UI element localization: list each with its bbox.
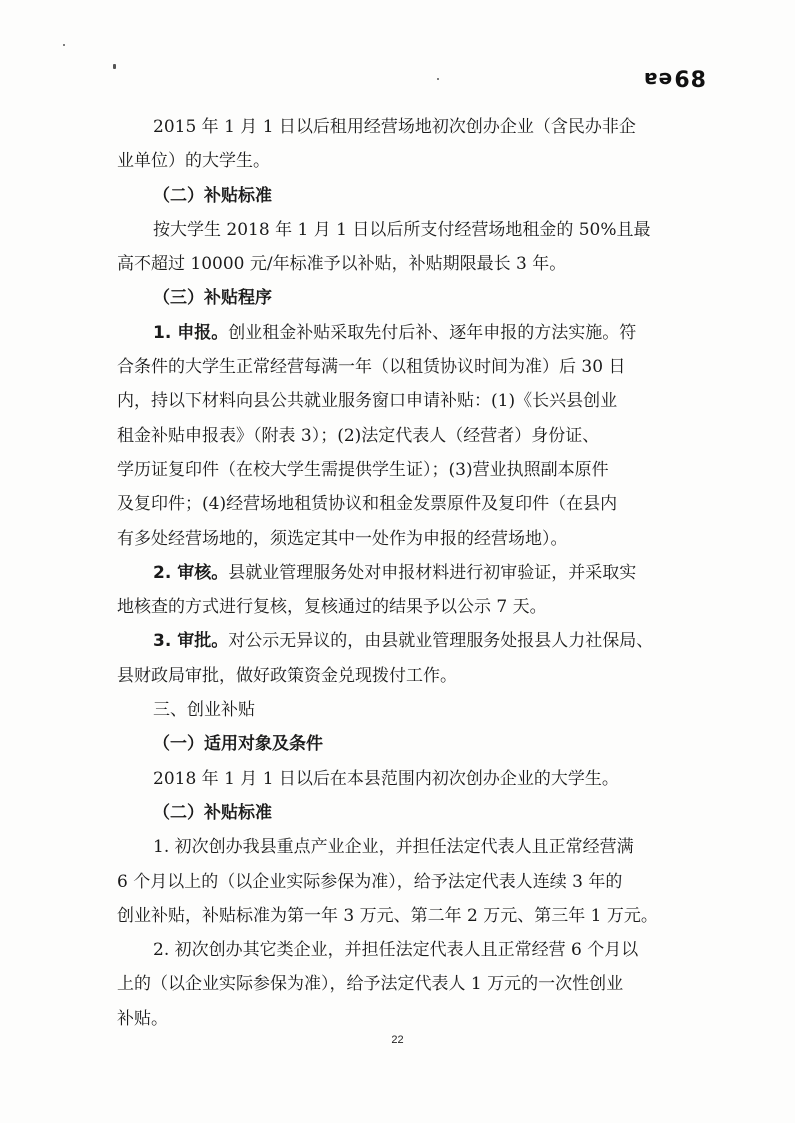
line-text: 2018 年 1 月 1 日以后在本县范围内初次创办企业的大学生。 [153,768,619,789]
page-number: 22 [391,1034,404,1046]
text-line [117,556,697,590]
stamp-number: 68 [674,68,707,93]
text-line [117,281,697,315]
text-line [117,487,697,521]
text-line [117,967,697,1001]
text-line [117,590,697,624]
text-line [117,350,697,384]
text-line [117,247,697,281]
page-stamp [643,68,707,93]
text-line [117,796,697,830]
scan-speck [437,78,439,80]
text-line [117,1002,697,1036]
text-line [117,179,697,213]
line-text: 及复印件；(4)经营场地租赁协议和租金发票原件及复印件（在县内 [117,494,618,515]
line-text: 2. 初次创办其它类企业，并担任法定代表人且正常经营 6 个月以 [153,940,639,961]
scan-speck [113,64,116,69]
line-text: 对公示无异议的，由县就业管理服务处报县人力社保局、 [228,631,654,652]
paragraph-lead: 2. 审核。 [153,562,229,583]
text-line [117,110,697,144]
line-text: 内，持以下材料向县公共就业服务窗口申请补贴：(1)《长兴县创业 [117,391,618,412]
text-line [117,762,697,796]
text-line [117,830,697,864]
text-line [117,899,697,933]
line-text: 地核查的方式进行复核，复核通过的结果予以公示 7 天。 [117,597,547,618]
paragraph-lead: 1. 申报。 [153,322,229,343]
line-text: （二）补贴标准 [153,185,272,206]
text-line [117,522,697,556]
text-line [117,659,697,693]
text-line [117,933,697,967]
line-text: 创业补贴，补贴标准为第一年 3 万元、第二年 2 万元、第三年 1 万元。 [117,905,658,926]
document-body [117,110,697,1036]
scan-speck [63,44,65,46]
text-line [117,727,697,761]
line-text: 创业租金补贴采取先付后补、逐年申报的方法实施。符 [228,322,637,343]
text-line [117,384,697,418]
line-text: （二）补贴标准 [153,802,272,823]
text-line [117,453,697,487]
text-line [117,624,697,658]
stamp-prefix: ea [643,68,673,92]
paragraph-lead: 3. 审批。 [153,631,229,652]
line-text: 2015 年 1 月 1 日以后租用经营场地初次创办企业（含民办非企 [153,117,636,137]
line-text: 三、创业补贴 [153,700,255,721]
line-text: （一）适用对象及条件 [153,734,323,755]
line-text: 高不超过 10000 元/年标准予以补贴，补贴期限最长 3 年。 [117,254,567,275]
text-line [117,213,697,247]
text-line [117,419,697,453]
line-text: 补贴。 [117,1008,168,1029]
text-line [117,865,697,899]
line-text: 上的（以企业实际参保为准），给予法定代表人 1 万元的一次性创业 [117,974,624,995]
line-text: 合条件的大学生正常经营每满一年（以租赁协议时间为准）后 30 日 [117,357,626,378]
line-text: 学历证复印件（在校大学生需提供学生证）；(3)营业执照副本原件 [117,459,609,480]
text-line [117,693,697,727]
line-text: 按大学生 2018 年 1 月 1 日以后所支付经营场地租金的 50%且最 [153,219,651,240]
text-line [117,144,697,178]
line-text: 县财政局审批，做好政策资金兑现拨付工作。 [117,665,457,686]
line-text: （三）补贴程序 [153,288,272,309]
line-text: 业单位）的大学生。 [117,151,270,172]
text-line [117,316,697,350]
line-text: 1. 初次创办我县重点产业企业，并担任法定代表人且正常经营满 [153,837,634,858]
line-text: 租金补贴申报表》（附表 3）；(2)法定代表人（经营者）身份证、 [117,425,600,446]
line-text: 6 个月以上的（以企业实际参保为准），给予法定代表人连续 3 年的 [117,871,623,892]
line-text: 有多处经营场地的，须选定其中一处作为申报的经营场地）。 [117,528,568,549]
line-text: 县就业管理服务处对申报材料进行初审验证，并采取实 [228,562,637,583]
